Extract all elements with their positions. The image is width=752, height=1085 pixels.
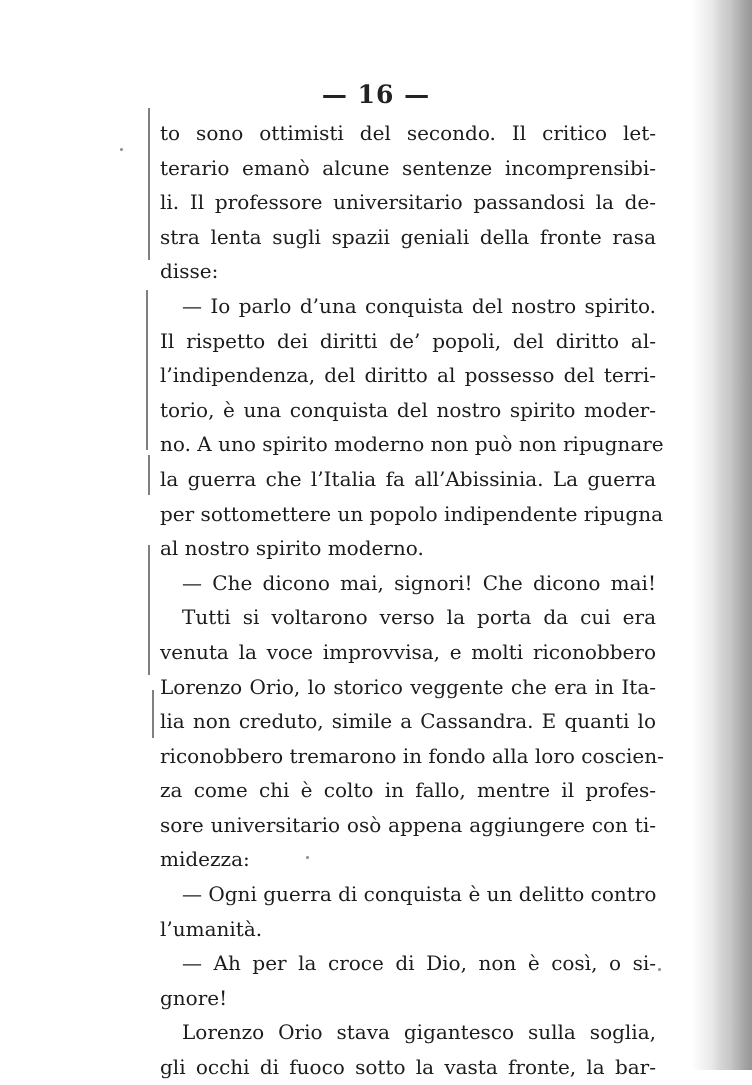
text-line: l’umanità.	[160, 916, 263, 941]
text-line: lia non creduto, simile a Cassandra. E quanti lo	[160, 709, 656, 734]
text-line: al nostro spirito moderno.	[160, 536, 424, 561]
text-line: torio, è una conquista del nostro spirito moder-	[160, 397, 656, 422]
text-line: Lorenzo Orio stava gigantesco sulla soglia,	[182, 1020, 656, 1045]
text-line: per sottomettere un popolo indipendente ripugna	[160, 501, 664, 526]
margin-mark	[146, 290, 148, 450]
margin-mark	[152, 690, 154, 738]
text-line: li. Il professore universitario passandosi la de-	[160, 190, 656, 215]
paper-speck	[658, 968, 661, 971]
text-line: — Io parlo d’una conquista del nostro spirito.	[182, 293, 656, 318]
text-line: terario emanò alcune sentenze incomprensibi-	[160, 155, 656, 180]
text-line: za come chi è colto in fallo, mentre il profes-	[160, 778, 656, 803]
text-line: midezza:	[160, 847, 250, 872]
text-line: gli occhi di fuoco sotto la vasta fronte, la bar-	[160, 1055, 656, 1080]
text-line: no. A uno spirito moderno non può non ripugnare	[160, 432, 664, 457]
text-line: Tutti si voltarono verso la porta da cui era	[182, 605, 656, 630]
margin-mark	[148, 545, 150, 675]
text-line: riconobbero tremarono in fondo alla loro coscien-	[160, 743, 664, 768]
body-text	[160, 116, 664, 1085]
text-line: — Ah per la croce di Dio, non è così, o si-	[182, 951, 656, 976]
text-line: to sono ottimisti del secondo. Il critico let-	[160, 121, 656, 145]
page-edge-shadow	[712, 0, 752, 1070]
text-line: Lorenzo Orio, lo storico veggente che era in Ita-	[160, 674, 656, 699]
text-line: — Ogni guerra di conquista è un delitto contro	[182, 882, 657, 907]
text-line: disse:	[160, 259, 219, 284]
text-line: stra lenta sugli spazii geniali della fronte rasa	[160, 224, 656, 249]
text-line: l’indipendenza, del diritto al possesso del terri-	[160, 363, 656, 388]
paper-speck	[120, 148, 123, 151]
text-line: Il rispetto dei diritti de’ popoli, del diritto al-	[160, 328, 656, 353]
page-number: — 16 —	[321, 80, 431, 109]
margin-mark	[148, 108, 150, 260]
text-line: — Che dicono mai, signori! Che dicono mai!	[182, 570, 656, 595]
text-line: gnore!	[160, 985, 228, 1010]
text-line: sore universitario osò appena aggiungere con ti-	[160, 812, 656, 837]
text-line: venuta la voce improvvisa, e molti riconobbero	[160, 639, 656, 664]
text-line: la guerra che l’Italia fa all’Abissinia. La guerra	[160, 466, 656, 491]
margin-mark	[148, 455, 150, 495]
